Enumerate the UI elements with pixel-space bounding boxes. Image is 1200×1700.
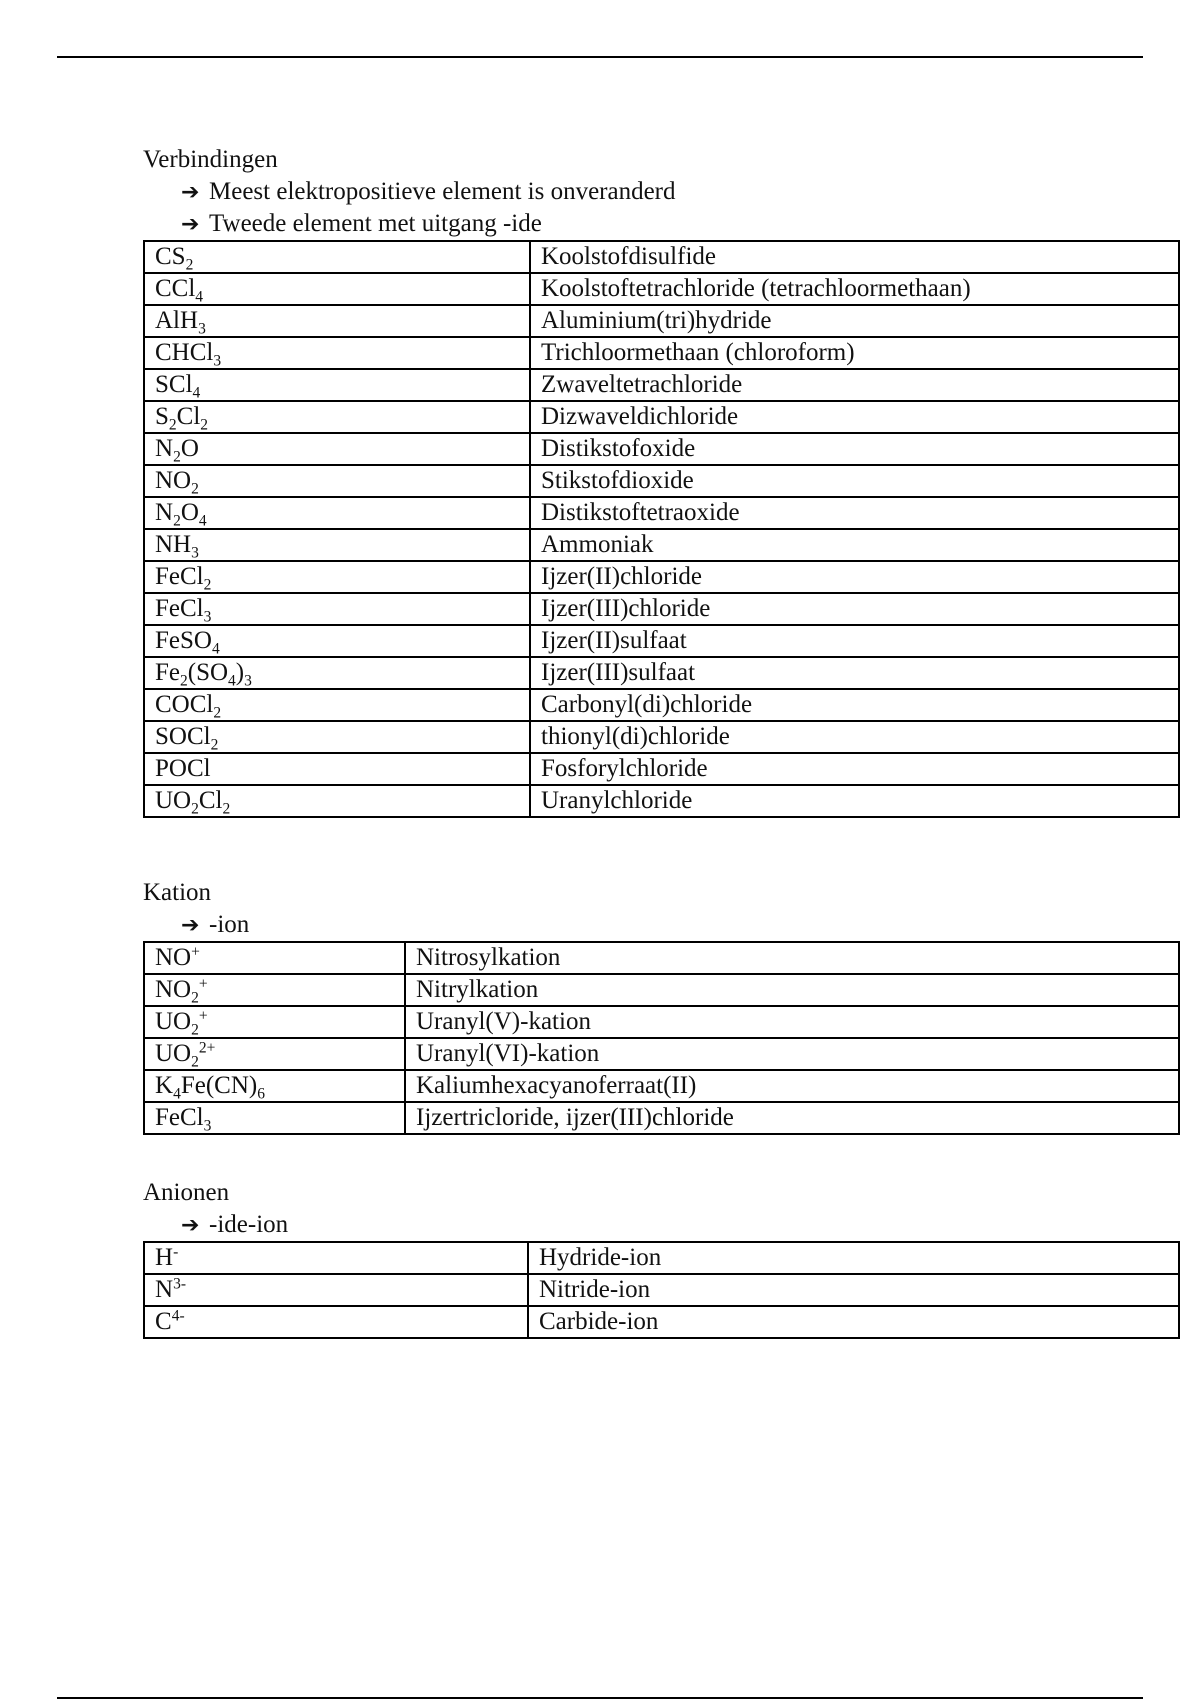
table-row [144, 273, 1179, 305]
formula-text: Cl [198, 787, 223, 814]
formula-superscript: 2+ [198, 1039, 216, 1057]
table-row [144, 689, 1179, 721]
bullet-text: Meest elektropositieve element is onveranderd [209, 178, 676, 205]
formula-cell [144, 721, 530, 753]
formula-superscript: - [173, 1243, 179, 1261]
formula-subscript: 3 [213, 352, 222, 370]
formula-subscript: 3 [244, 672, 252, 690]
section-title: Kation [143, 879, 212, 906]
formula-subscript: 4 [195, 288, 204, 306]
name-cell: Ijzer(III)chloride [530, 593, 1179, 625]
header-rule [57, 56, 1143, 58]
table-row [144, 241, 1179, 273]
name-cell: Distikstofoxide [530, 433, 1179, 465]
formula-subscript: 4 [173, 1085, 181, 1103]
formula-text: POCl [155, 755, 211, 782]
table-row [144, 561, 1179, 593]
formula-cell [144, 529, 530, 561]
name-cell: Ijzer(II)chloride [530, 561, 1179, 593]
name-cell: Koolstofdisulfide [530, 241, 1179, 273]
name-cell: Uranyl(VI)-kation [405, 1038, 1179, 1070]
formula-text: NO [155, 944, 192, 971]
arrow-right-icon: ➔ [181, 212, 200, 237]
formula-cell [144, 1006, 405, 1038]
formula-cell [144, 625, 530, 657]
table-row [144, 1242, 1179, 1274]
section-anionen [143, 1176, 1180, 1339]
formula-subscript: 2 [191, 1053, 199, 1071]
bullet-item [143, 176, 1180, 208]
table-row [144, 593, 1179, 625]
name-cell: Stikstofdioxide [530, 465, 1179, 497]
formula-text: CHCl [155, 339, 214, 366]
formula-text: CS [155, 243, 186, 270]
name-cell: Nitrylkation [405, 974, 1179, 1006]
name-cell: Trichloormethaan (chloroform) [530, 337, 1179, 369]
formula-text: ) [235, 659, 245, 686]
formula-subscript: 2 [200, 416, 209, 434]
section-title: Verbindingen [143, 146, 278, 173]
formula-subscript: 2 [173, 448, 181, 466]
formula-subscript: 2 [180, 672, 188, 690]
formula-subscript: 3 [191, 544, 199, 562]
bullet-item [143, 909, 1180, 941]
formula-text: FeSO [155, 627, 212, 654]
formula-subscript: 2 [222, 800, 231, 818]
formula-superscript: 3- [173, 1275, 186, 1293]
formula-cell [144, 241, 530, 273]
section-kation [143, 876, 1180, 1135]
table-row [144, 529, 1179, 561]
formula-text: N [155, 499, 174, 526]
name-cell: Uranylchloride [530, 785, 1179, 817]
formula-superscript: 4- [171, 1307, 185, 1325]
formula-cell [144, 1038, 405, 1070]
table-row [144, 369, 1179, 401]
formula-subscript: 4 [198, 512, 207, 530]
formula-text: NO [155, 467, 192, 494]
formula-text: NO [155, 976, 192, 1003]
name-cell: Dizwaveldichloride [530, 401, 1179, 433]
name-cell: Ijzertricloride, ijzer(III)chloride [405, 1102, 1179, 1134]
name-cell: Ijzer(III)sulfaat [530, 657, 1179, 689]
table-row [144, 1274, 1179, 1306]
footer-rule [57, 1697, 1143, 1699]
formula-superscript: + [198, 1007, 208, 1025]
name-cell: Fosforylchloride [530, 753, 1179, 785]
name-cell: Hydride-ion [528, 1242, 1179, 1274]
formula-cell [144, 1274, 528, 1306]
name-cell: Nitride-ion [528, 1274, 1179, 1306]
formula-cell [144, 1306, 528, 1338]
arrow-right-icon: ➔ [181, 1213, 200, 1238]
formula-subscript: 4 [192, 384, 201, 402]
formula-cell [144, 689, 530, 721]
name-cell: Aluminium(tri)hydride [530, 305, 1179, 337]
bullet-item [143, 208, 1180, 240]
formula-text: N [155, 1276, 174, 1303]
formula-cell [144, 1102, 405, 1134]
formula-text: FeCl [155, 1104, 204, 1131]
formula-text: FeCl [155, 595, 204, 622]
formula-text: O [180, 435, 199, 462]
formula-text: CCl [155, 275, 196, 302]
formula-subscript: 2 [203, 576, 212, 594]
formula-subscript: 3 [203, 1117, 212, 1135]
table-row [144, 305, 1179, 337]
name-cell: thionyl(di)chloride [530, 721, 1179, 753]
formula-subscript: 3 [203, 608, 212, 626]
bullet-item [143, 1209, 1180, 1241]
name-cell: Zwaveltetrachloride [530, 369, 1179, 401]
formula-cell [144, 305, 530, 337]
name-cell: Nitrosylkation [405, 942, 1179, 974]
table-row [144, 753, 1179, 785]
formula-text: Fe [155, 659, 180, 686]
formula-text: K [155, 1072, 174, 1099]
formula-subscript: 2 [173, 512, 181, 530]
bullet-text: -ide-ion [209, 1211, 289, 1238]
formula-cell [144, 497, 530, 529]
formula-text: Cl [176, 403, 201, 430]
table-row [144, 657, 1179, 689]
bullet-text: -ion [209, 911, 250, 938]
formula-text: NH [155, 531, 192, 558]
arrow-right-icon: ➔ [181, 913, 200, 938]
table-row [144, 974, 1179, 1006]
formula-superscript: + [191, 943, 200, 961]
formula-cell [144, 657, 530, 689]
formula-subscript: 3 [198, 320, 206, 338]
cations-table [143, 941, 1180, 1135]
formula-cell [144, 974, 405, 1006]
anions-table [143, 1241, 1180, 1339]
formula-text: UO [155, 787, 192, 814]
formula-text: SOCl [155, 723, 211, 750]
formula-text: O [180, 499, 199, 526]
formula-cell [144, 942, 405, 974]
name-cell: Distikstoftetraoxide [530, 497, 1179, 529]
formula-cell [144, 465, 530, 497]
formula-subscript: 2 [191, 800, 199, 818]
formula-superscript: + [198, 975, 208, 993]
table-row [144, 497, 1179, 529]
name-cell: Kaliumhexacyanoferraat(II) [405, 1070, 1179, 1102]
formula-subscript: 2 [210, 736, 219, 754]
formula-subscript: 4 [211, 640, 220, 658]
name-cell: Carbonyl(di)chloride [530, 689, 1179, 721]
formula-subscript: 2 [191, 1021, 199, 1039]
table-row [144, 625, 1179, 657]
section-verbindingen [143, 143, 1180, 818]
formula-cell [144, 593, 530, 625]
table-row [144, 1038, 1179, 1070]
formula-subscript: 2 [191, 480, 199, 498]
formula-cell [144, 401, 530, 433]
formula-subscript: 2 [213, 704, 222, 722]
section-title: Anionen [143, 1179, 230, 1206]
formula-cell [144, 273, 530, 305]
arrow-right-icon: ➔ [181, 180, 200, 205]
name-cell: Ijzer(II)sulfaat [530, 625, 1179, 657]
table-row [144, 433, 1179, 465]
bullet-text: Tweede element met uitgang -ide [209, 210, 542, 237]
formula-text: UO [155, 1008, 192, 1035]
formula-cell [144, 337, 530, 369]
formula-text: C [155, 1308, 172, 1335]
formula-text: AlH [155, 307, 199, 334]
formula-text: H [155, 1244, 174, 1271]
table-row [144, 942, 1179, 974]
name-cell: Koolstoftetrachloride (tetrachloormethaan) [530, 273, 1179, 305]
table-row [144, 1306, 1179, 1338]
table-row [144, 1070, 1179, 1102]
table-row [144, 785, 1179, 817]
name-cell: Carbide-ion [528, 1306, 1179, 1338]
name-cell: Ammoniak [530, 529, 1179, 561]
formula-cell [144, 753, 530, 785]
table-row [144, 1102, 1179, 1134]
formula-cell [144, 1242, 528, 1274]
formula-text: FeCl [155, 563, 204, 590]
formula-subscript: 2 [168, 416, 177, 434]
table-row [144, 465, 1179, 497]
formula-subscript: 6 [257, 1085, 265, 1103]
table-row [144, 1006, 1179, 1038]
formula-cell [144, 433, 530, 465]
formula-cell [144, 561, 530, 593]
formula-text: COCl [155, 691, 214, 718]
formula-cell [144, 785, 530, 817]
formula-cell [144, 369, 530, 401]
formula-subscript: 4 [228, 672, 236, 690]
formula-text: SCl [155, 371, 193, 398]
table-row [144, 401, 1179, 433]
formula-text: S [155, 403, 169, 430]
table-row [144, 337, 1179, 369]
formula-text: (SO [187, 659, 229, 686]
table-row [144, 721, 1179, 753]
formula-cell [144, 1070, 405, 1102]
formula-text: N [155, 435, 174, 462]
formula-subscript: 2 [185, 256, 194, 274]
formula-text: Fe(CN) [180, 1072, 258, 1099]
formula-subscript: 2 [191, 989, 199, 1007]
name-cell: Uranyl(V)-kation [405, 1006, 1179, 1038]
formula-text: UO [155, 1040, 192, 1067]
compounds-table [143, 240, 1180, 818]
